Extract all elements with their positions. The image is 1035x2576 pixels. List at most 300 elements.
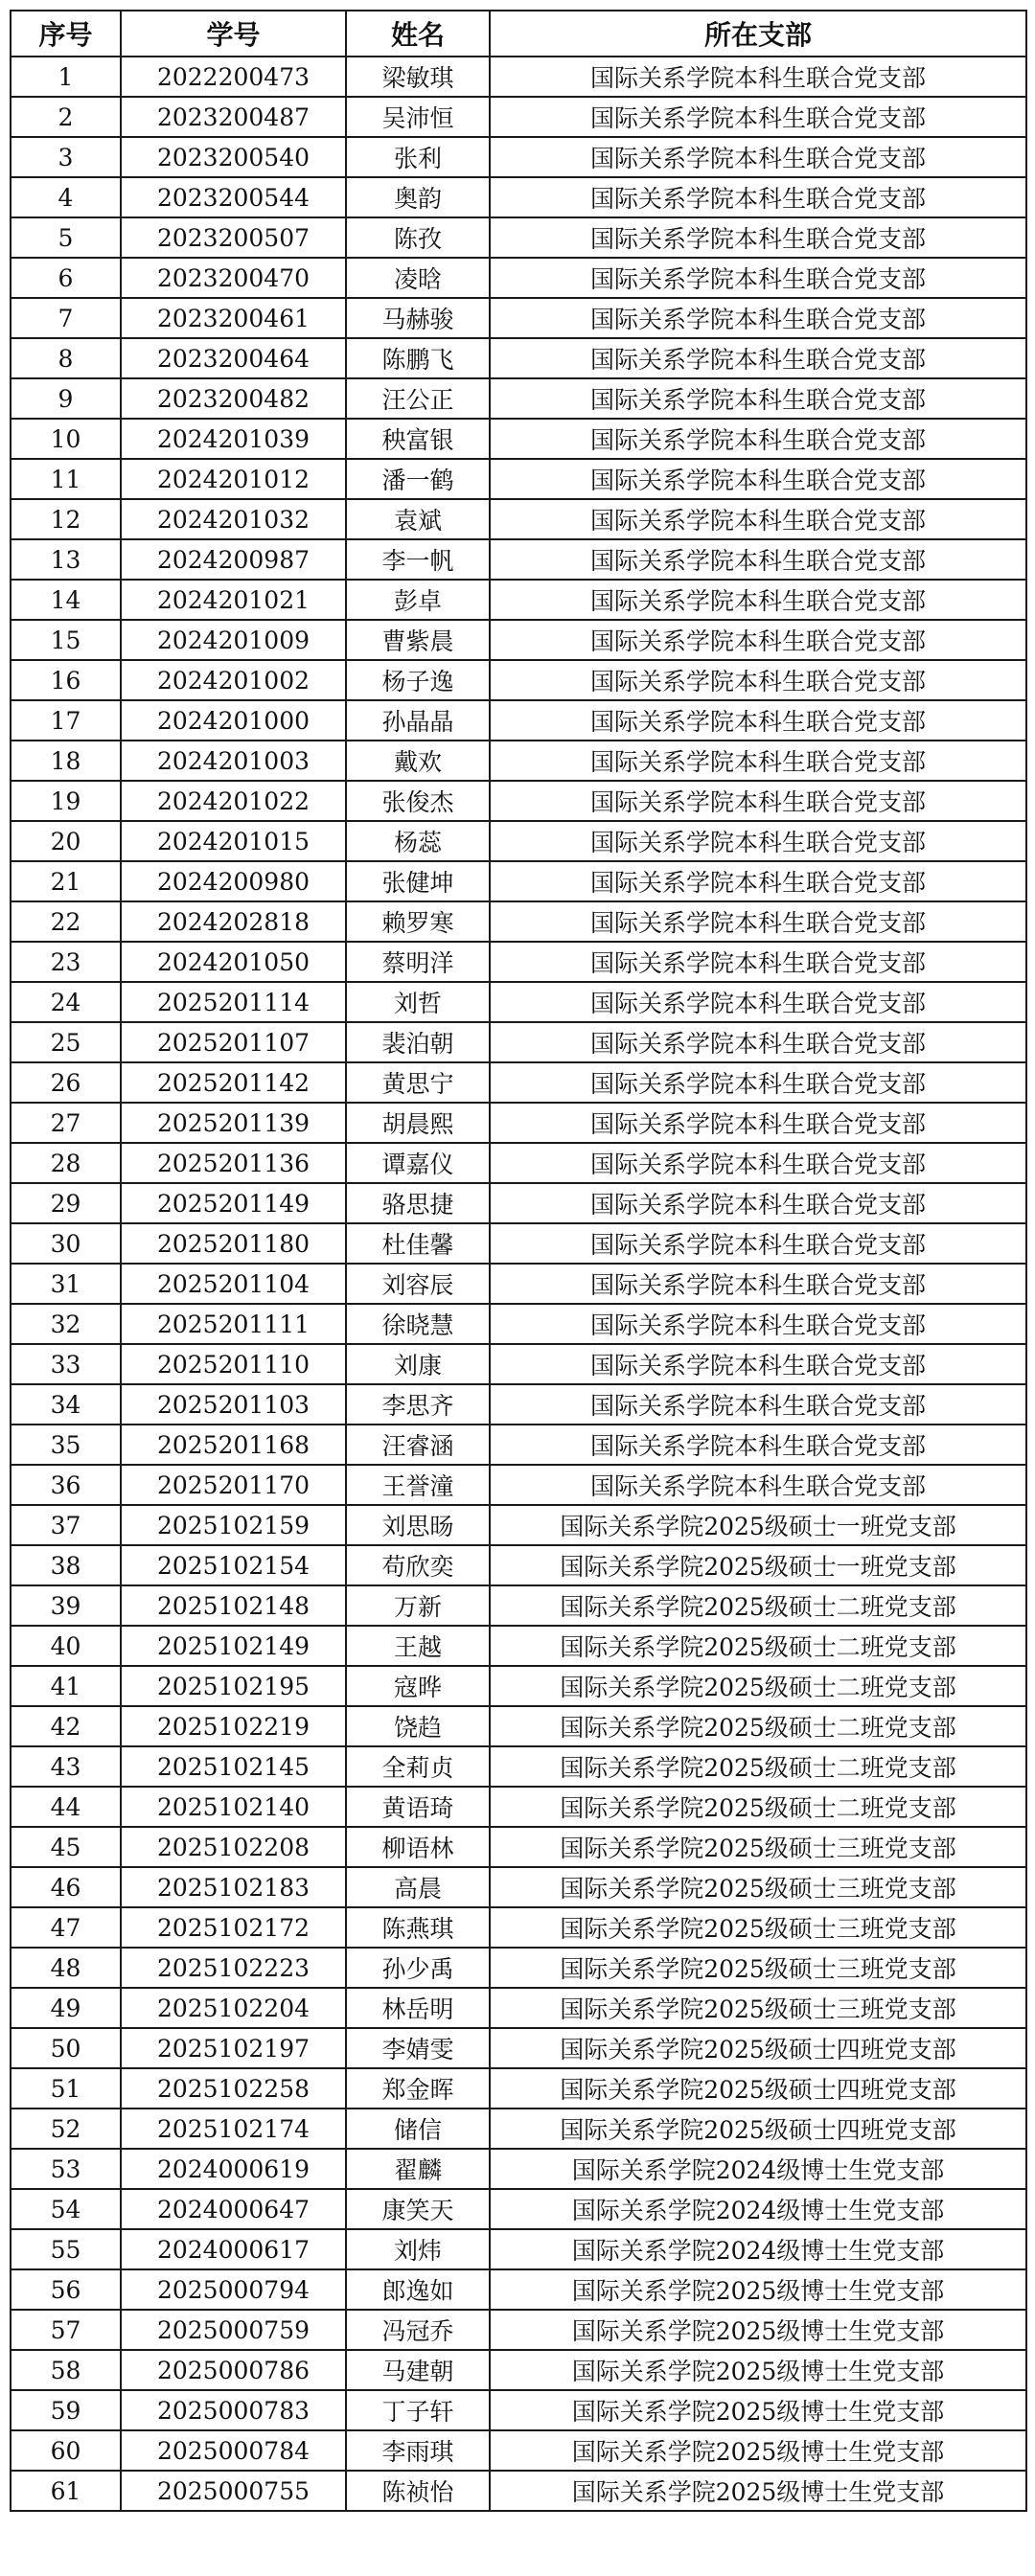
table-body [11, 57, 1026, 2511]
cell-branch: 国际关系学院2025级硕士三班党支部 [490, 1827, 1026, 1867]
table-row [11, 1344, 1026, 1384]
cell-name: 刘炜 [346, 2229, 490, 2269]
cell-index: 39 [11, 1585, 121, 1626]
cell-branch: 国际关系学院本科生联合党支部 [490, 741, 1026, 781]
cell-branch: 国际关系学院本科生联合党支部 [490, 580, 1026, 620]
cell-index: 8 [11, 338, 121, 378]
cell-branch: 国际关系学院本科生联合党支部 [490, 539, 1026, 580]
cell-student-id: 2025102219 [121, 1706, 346, 1746]
cell-index: 32 [11, 1304, 121, 1344]
cell-student-id: 2024201003 [121, 741, 346, 781]
cell-branch: 国际关系学院2025级博士生党支部 [490, 2310, 1026, 2350]
cell-name: 丁子轩 [346, 2390, 490, 2430]
cell-index: 26 [11, 1062, 121, 1103]
cell-index: 58 [11, 2350, 121, 2390]
cell-student-id: 2024201012 [121, 459, 346, 499]
cell-branch: 国际关系学院本科生联合党支部 [490, 137, 1026, 177]
table-row [11, 700, 1026, 741]
cell-index: 53 [11, 2149, 121, 2189]
cell-index: 59 [11, 2390, 121, 2430]
cell-student-id: 2025102197 [121, 2028, 346, 2068]
cell-index: 54 [11, 2189, 121, 2229]
cell-name: 陈燕琪 [346, 1907, 490, 1948]
cell-branch: 国际关系学院本科生联合党支部 [490, 258, 1026, 298]
cell-student-id: 2025102258 [121, 2068, 346, 2109]
table-row [11, 982, 1026, 1022]
cell-student-id: 2024201015 [121, 821, 346, 861]
cell-student-id: 2024202818 [121, 901, 346, 942]
cell-branch: 国际关系学院2025级博士生党支部 [490, 2350, 1026, 2390]
cell-branch: 国际关系学院本科生联合党支部 [490, 1344, 1026, 1384]
cell-student-id: 2025102195 [121, 1666, 346, 1706]
table-row [11, 1143, 1026, 1183]
cell-name: 饶趋 [346, 1706, 490, 1746]
table-row [11, 177, 1026, 217]
cell-branch: 国际关系学院本科生联合党支部 [490, 298, 1026, 338]
cell-name: 赖罗寒 [346, 901, 490, 942]
cell-student-id: 2024201000 [121, 700, 346, 741]
cell-index: 49 [11, 1988, 121, 2028]
cell-name: 凌晗 [346, 258, 490, 298]
cell-student-id: 2025102145 [121, 1746, 346, 1787]
cell-name: 黄语琦 [346, 1787, 490, 1827]
cell-index: 4 [11, 177, 121, 217]
cell-name: 曹紫晨 [346, 620, 490, 660]
cell-name: 汪公正 [346, 378, 490, 419]
header-student-id: 学号 [121, 11, 346, 57]
cell-name: 杜佳馨 [346, 1223, 490, 1264]
cell-student-id: 2025201170 [121, 1465, 346, 1505]
table-row [11, 1264, 1026, 1304]
cell-name: 刘思旸 [346, 1505, 490, 1545]
cell-branch: 国际关系学院2025级硕士三班党支部 [490, 1867, 1026, 1907]
table-row [11, 901, 1026, 942]
cell-student-id: 2025201104 [121, 1264, 346, 1304]
cell-student-id: 2023200470 [121, 258, 346, 298]
cell-branch: 国际关系学院2025级博士生党支部 [490, 2390, 1026, 2430]
cell-name: 张利 [346, 137, 490, 177]
table-row [11, 499, 1026, 539]
cell-name: 梁敏琪 [346, 57, 490, 97]
table-row [11, 258, 1026, 298]
table-row [11, 2390, 1026, 2430]
table-row [11, 2109, 1026, 2149]
table-row [11, 539, 1026, 580]
cell-branch: 国际关系学院本科生联合党支部 [490, 1465, 1026, 1505]
cell-branch: 国际关系学院本科生联合党支部 [490, 217, 1026, 258]
cell-index: 23 [11, 942, 121, 982]
cell-student-id: 2025201149 [121, 1183, 346, 1223]
cell-branch: 国际关系学院2025级硕士三班党支部 [490, 1948, 1026, 1988]
cell-index: 10 [11, 419, 121, 459]
cell-student-id: 2025201114 [121, 982, 346, 1022]
table-row [11, 2028, 1026, 2068]
cell-branch: 国际关系学院2025级博士生党支部 [490, 2471, 1026, 2511]
cell-student-id: 2023200540 [121, 137, 346, 177]
cell-name: 全莉贞 [346, 1746, 490, 1787]
cell-student-id: 2024200980 [121, 861, 346, 901]
table-row [11, 741, 1026, 781]
header-name: 姓名 [346, 11, 490, 57]
cell-index: 35 [11, 1425, 121, 1465]
cell-branch: 国际关系学院2024级博士生党支部 [490, 2149, 1026, 2189]
cell-name: 戴欢 [346, 741, 490, 781]
cell-student-id: 2025102174 [121, 2109, 346, 2149]
cell-name: 李思齐 [346, 1384, 490, 1425]
cell-branch: 国际关系学院本科生联合党支部 [490, 97, 1026, 137]
cell-branch: 国际关系学院本科生联合党支部 [490, 57, 1026, 97]
cell-branch: 国际关系学院2025级硕士三班党支部 [490, 1988, 1026, 2028]
table-row [11, 57, 1026, 97]
cell-student-id: 2025102208 [121, 1827, 346, 1867]
cell-branch: 国际关系学院本科生联合党支部 [490, 419, 1026, 459]
cell-branch: 国际关系学院本科生联合党支部 [490, 781, 1026, 821]
cell-branch: 国际关系学院2025级硕士二班党支部 [490, 1666, 1026, 1706]
cell-branch: 国际关系学院本科生联合党支部 [490, 459, 1026, 499]
table-row [11, 620, 1026, 660]
cell-name: 杨子逸 [346, 660, 490, 700]
cell-student-id: 2024201002 [121, 660, 346, 700]
cell-name: 谭嘉仪 [346, 1143, 490, 1183]
cell-index: 13 [11, 539, 121, 580]
cell-index: 44 [11, 1787, 121, 1827]
cell-student-id: 2025201168 [121, 1425, 346, 1465]
cell-branch: 国际关系学院2025级硕士四班党支部 [490, 2028, 1026, 2068]
cell-branch: 国际关系学院本科生联合党支部 [490, 1103, 1026, 1143]
cell-index: 1 [11, 57, 121, 97]
table-row [11, 459, 1026, 499]
cell-student-id: 2025102204 [121, 1988, 346, 2028]
cell-index: 61 [11, 2471, 121, 2511]
cell-student-id: 2024000617 [121, 2229, 346, 2269]
table-row [11, 2310, 1026, 2350]
cell-name: 刘康 [346, 1344, 490, 1384]
cell-index: 16 [11, 660, 121, 700]
cell-branch: 国际关系学院本科生联合党支部 [490, 177, 1026, 217]
cell-student-id: 2025102149 [121, 1626, 346, 1666]
cell-index: 60 [11, 2430, 121, 2471]
table-row [11, 1223, 1026, 1264]
cell-index: 28 [11, 1143, 121, 1183]
cell-name: 苟欣奕 [346, 1545, 490, 1585]
cell-index: 20 [11, 821, 121, 861]
table-row [11, 821, 1026, 861]
cell-name: 张健坤 [346, 861, 490, 901]
cell-student-id: 2025000783 [121, 2390, 346, 2430]
cell-name: 翟麟 [346, 2149, 490, 2189]
cell-branch: 国际关系学院2025级硕士四班党支部 [490, 2068, 1026, 2109]
cell-student-id: 2025201107 [121, 1022, 346, 1062]
cell-index: 14 [11, 580, 121, 620]
cell-branch: 国际关系学院本科生联合党支部 [490, 338, 1026, 378]
cell-name: 马建朝 [346, 2350, 490, 2390]
cell-index: 45 [11, 1827, 121, 1867]
cell-index: 38 [11, 1545, 121, 1585]
cell-student-id: 2025102183 [121, 1867, 346, 1907]
cell-index: 56 [11, 2269, 121, 2310]
cell-student-id: 2025201103 [121, 1384, 346, 1425]
roster-table [10, 10, 1027, 2512]
table-row [11, 2430, 1026, 2471]
cell-name: 寇晔 [346, 1666, 490, 1706]
table-row [11, 217, 1026, 258]
cell-name: 王越 [346, 1626, 490, 1666]
cell-student-id: 2024201009 [121, 620, 346, 660]
cell-branch: 国际关系学院本科生联合党支部 [490, 378, 1026, 419]
cell-branch: 国际关系学院2025级硕士二班党支部 [490, 1585, 1026, 1626]
cell-student-id: 2025102159 [121, 1505, 346, 1545]
cell-student-id: 2023200507 [121, 217, 346, 258]
cell-branch: 国际关系学院本科生联合党支部 [490, 1264, 1026, 1304]
cell-student-id: 2025201110 [121, 1344, 346, 1384]
cell-branch: 国际关系学院2024级博士生党支部 [490, 2229, 1026, 2269]
cell-name: 郑金晖 [346, 2068, 490, 2109]
cell-name: 孙晶晶 [346, 700, 490, 741]
cell-index: 18 [11, 741, 121, 781]
cell-index: 37 [11, 1505, 121, 1545]
cell-student-id: 2023200464 [121, 338, 346, 378]
cell-student-id: 2025000784 [121, 2430, 346, 2471]
cell-index: 9 [11, 378, 121, 419]
cell-name: 李一帆 [346, 539, 490, 580]
cell-branch: 国际关系学院本科生联合党支部 [490, 861, 1026, 901]
table-row [11, 338, 1026, 378]
table-row [11, 298, 1026, 338]
cell-index: 2 [11, 97, 121, 137]
cell-index: 15 [11, 620, 121, 660]
table-row [11, 1103, 1026, 1143]
cell-student-id: 2025000755 [121, 2471, 346, 2511]
cell-branch: 国际关系学院本科生联合党支部 [490, 901, 1026, 942]
cell-index: 17 [11, 700, 121, 741]
cell-student-id: 2025000786 [121, 2350, 346, 2390]
cell-student-id: 2025102154 [121, 1545, 346, 1585]
cell-index: 7 [11, 298, 121, 338]
roster-table-container [10, 10, 1025, 2512]
table-row [11, 2229, 1026, 2269]
table-row [11, 1465, 1026, 1505]
cell-branch: 国际关系学院本科生联合党支部 [490, 821, 1026, 861]
table-row [11, 1706, 1026, 1746]
cell-branch: 国际关系学院本科生联合党支部 [490, 1425, 1026, 1465]
cell-student-id: 2024201039 [121, 419, 346, 459]
cell-student-id: 2022200473 [121, 57, 346, 97]
cell-student-id: 2024201050 [121, 942, 346, 982]
cell-branch: 国际关系学院2025级硕士二班党支部 [490, 1787, 1026, 1827]
cell-index: 40 [11, 1626, 121, 1666]
cell-name: 储信 [346, 2109, 490, 2149]
table-row [11, 1666, 1026, 1706]
cell-name: 吴沛恒 [346, 97, 490, 137]
cell-index: 22 [11, 901, 121, 942]
cell-student-id: 2024201021 [121, 580, 346, 620]
cell-name: 秧富银 [346, 419, 490, 459]
cell-index: 46 [11, 1867, 121, 1907]
header-row [11, 11, 1026, 57]
cell-name: 张俊杰 [346, 781, 490, 821]
cell-name: 杨蕊 [346, 821, 490, 861]
table-row [11, 1425, 1026, 1465]
table-row [11, 2189, 1026, 2229]
cell-branch: 国际关系学院本科生联合党支部 [490, 620, 1026, 660]
table-row [11, 97, 1026, 137]
cell-branch: 国际关系学院本科生联合党支部 [490, 700, 1026, 741]
cell-index: 42 [11, 1706, 121, 1746]
cell-index: 57 [11, 2310, 121, 2350]
table-row [11, 2149, 1026, 2189]
table-row [11, 1907, 1026, 1948]
table-row [11, 2350, 1026, 2390]
table-row [11, 942, 1026, 982]
table-row [11, 1022, 1026, 1062]
cell-student-id: 2023200544 [121, 177, 346, 217]
cell-student-id: 2025201136 [121, 1143, 346, 1183]
cell-name: 马赫骏 [346, 298, 490, 338]
cell-index: 11 [11, 459, 121, 499]
table-row [11, 2068, 1026, 2109]
cell-student-id: 2024000647 [121, 2189, 346, 2229]
table-row [11, 2471, 1026, 2511]
cell-name: 裴泊朝 [346, 1022, 490, 1062]
cell-index: 51 [11, 2068, 121, 2109]
table-row [11, 1827, 1026, 1867]
cell-name: 陈孜 [346, 217, 490, 258]
table-row [11, 2269, 1026, 2310]
cell-name: 万新 [346, 1585, 490, 1626]
cell-name: 林岳明 [346, 1988, 490, 2028]
cell-student-id: 2024200987 [121, 539, 346, 580]
cell-branch: 国际关系学院本科生联合党支部 [490, 1384, 1026, 1425]
table-row [11, 1948, 1026, 1988]
cell-branch: 国际关系学院2025级硕士二班党支部 [490, 1746, 1026, 1787]
table-row [11, 1062, 1026, 1103]
cell-branch: 国际关系学院2025级硕士一班党支部 [490, 1505, 1026, 1545]
cell-name: 刘容辰 [346, 1264, 490, 1304]
cell-student-id: 2025102172 [121, 1907, 346, 1948]
table-row [11, 419, 1026, 459]
cell-name: 骆思捷 [346, 1183, 490, 1223]
table-row [11, 580, 1026, 620]
table-row [11, 1867, 1026, 1907]
header-branch: 所在支部 [490, 11, 1026, 57]
cell-name: 潘一鹤 [346, 459, 490, 499]
cell-name: 蔡明洋 [346, 942, 490, 982]
cell-name: 黄思宁 [346, 1062, 490, 1103]
table-row [11, 1626, 1026, 1666]
table-row [11, 1746, 1026, 1787]
table-row [11, 1384, 1026, 1425]
table-row [11, 1545, 1026, 1585]
cell-branch: 国际关系学院本科生联合党支部 [490, 1183, 1026, 1223]
cell-student-id: 2024000619 [121, 2149, 346, 2189]
cell-branch: 国际关系学院本科生联合党支部 [490, 1022, 1026, 1062]
cell-index: 52 [11, 2109, 121, 2149]
cell-index: 30 [11, 1223, 121, 1264]
cell-branch: 国际关系学院本科生联合党支部 [490, 942, 1026, 982]
table-row [11, 861, 1026, 901]
cell-branch: 国际关系学院本科生联合党支部 [490, 499, 1026, 539]
cell-branch: 国际关系学院2025级博士生党支部 [490, 2430, 1026, 2471]
cell-index: 3 [11, 137, 121, 177]
cell-student-id: 2025201139 [121, 1103, 346, 1143]
cell-name: 康笑天 [346, 2189, 490, 2229]
cell-student-id: 2025102223 [121, 1948, 346, 1988]
table-header [11, 11, 1026, 57]
cell-branch: 国际关系学院2025级硕士一班党支部 [490, 1545, 1026, 1585]
header-index: 序号 [11, 11, 121, 57]
cell-name: 李婧雯 [346, 2028, 490, 2068]
table-row [11, 1304, 1026, 1344]
cell-index: 12 [11, 499, 121, 539]
cell-student-id: 2025201142 [121, 1062, 346, 1103]
cell-branch: 国际关系学院本科生联合党支部 [490, 660, 1026, 700]
cell-name: 袁斌 [346, 499, 490, 539]
cell-index: 6 [11, 258, 121, 298]
cell-name: 李雨琪 [346, 2430, 490, 2471]
table-row [11, 1787, 1026, 1827]
cell-index: 5 [11, 217, 121, 258]
cell-student-id: 2025201111 [121, 1304, 346, 1344]
cell-student-id: 2025000759 [121, 2310, 346, 2350]
table-row [11, 1988, 1026, 2028]
cell-name: 汪睿涵 [346, 1425, 490, 1465]
cell-index: 19 [11, 781, 121, 821]
cell-student-id: 2023200482 [121, 378, 346, 419]
table-row [11, 660, 1026, 700]
cell-name: 高晨 [346, 1867, 490, 1907]
table-row [11, 378, 1026, 419]
cell-branch: 国际关系学院2025级硕士二班党支部 [490, 1706, 1026, 1746]
cell-branch: 国际关系学院本科生联合党支部 [490, 1304, 1026, 1344]
cell-branch: 国际关系学院本科生联合党支部 [490, 1223, 1026, 1264]
cell-index: 34 [11, 1384, 121, 1425]
cell-index: 48 [11, 1948, 121, 1988]
cell-student-id: 2024201022 [121, 781, 346, 821]
cell-student-id: 2024201032 [121, 499, 346, 539]
cell-name: 刘哲 [346, 982, 490, 1022]
cell-name: 冯冠乔 [346, 2310, 490, 2350]
cell-index: 55 [11, 2229, 121, 2269]
cell-name: 陈祯怡 [346, 2471, 490, 2511]
cell-branch: 国际关系学院2025级硕士四班党支部 [490, 2109, 1026, 2149]
cell-branch: 国际关系学院2025级硕士三班党支部 [490, 1907, 1026, 1948]
table-row [11, 781, 1026, 821]
table-row [11, 1585, 1026, 1626]
cell-branch: 国际关系学院2025级博士生党支部 [490, 2269, 1026, 2310]
cell-branch: 国际关系学院本科生联合党支部 [490, 982, 1026, 1022]
cell-index: 33 [11, 1344, 121, 1384]
cell-name: 孙少禹 [346, 1948, 490, 1988]
cell-index: 27 [11, 1103, 121, 1143]
cell-index: 29 [11, 1183, 121, 1223]
cell-name: 郎逸如 [346, 2269, 490, 2310]
cell-name: 王誉潼 [346, 1465, 490, 1505]
cell-index: 36 [11, 1465, 121, 1505]
cell-name: 奥韵 [346, 177, 490, 217]
cell-branch: 国际关系学院2025级硕士二班党支部 [490, 1626, 1026, 1666]
cell-index: 47 [11, 1907, 121, 1948]
cell-branch: 国际关系学院本科生联合党支部 [490, 1062, 1026, 1103]
table-row [11, 1183, 1026, 1223]
cell-student-id: 2023200487 [121, 97, 346, 137]
cell-name: 徐晓慧 [346, 1304, 490, 1344]
cell-student-id: 2025000794 [121, 2269, 346, 2310]
cell-name: 柳语林 [346, 1827, 490, 1867]
cell-student-id: 2023200461 [121, 298, 346, 338]
cell-student-id: 2025102148 [121, 1585, 346, 1626]
cell-index: 41 [11, 1666, 121, 1706]
cell-branch: 国际关系学院本科生联合党支部 [490, 1143, 1026, 1183]
